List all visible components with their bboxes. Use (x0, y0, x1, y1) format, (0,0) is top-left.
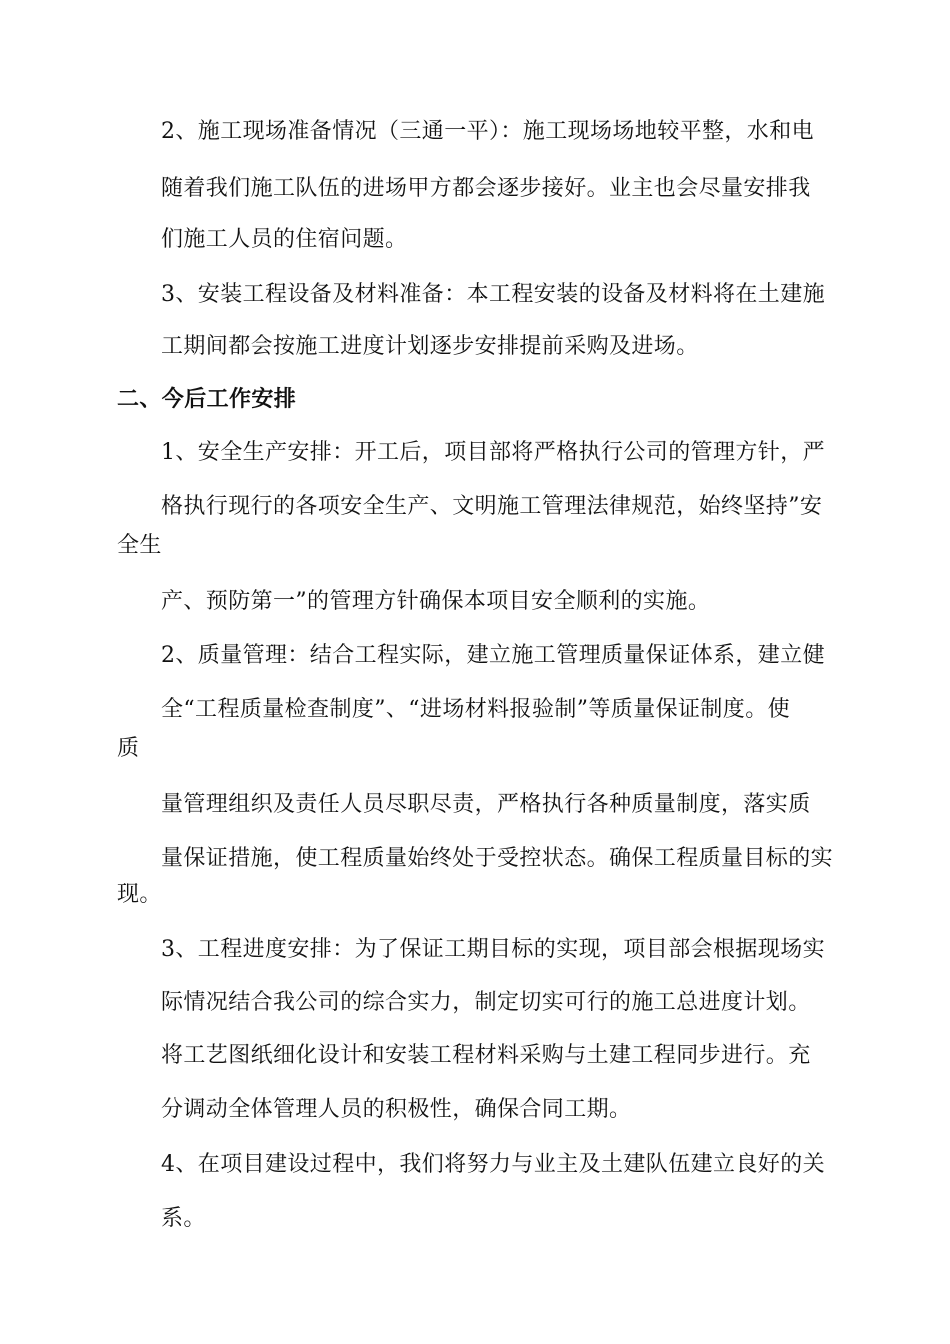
paragraph-line: 际情况结合我公司的综合实力，制定切实可行的施工总进度计划。 (161, 990, 811, 1015)
paragraph-line: 全“工程质量检查制度”、“进场材料报验制”等质量保证制度。使 (161, 697, 790, 722)
paragraph-line: 2、施工现场准备情况（三通一平）：施工现场场地较平整，水和电 (161, 119, 814, 144)
paragraph-line: 量管理组织及责任人员尽职尽责，严格执行各种质量制度，落实质 (161, 792, 811, 817)
paragraph-line: 全生 (117, 533, 162, 558)
paragraph-line: 将工艺图纸细化设计和安装工程材料采购与土建工程同步进行。充 (161, 1043, 811, 1068)
paragraph-line: 2、质量管理：结合工程实际，建立施工管理质量保证体系，建立健 (161, 643, 825, 668)
paragraph-line: 3、安装工程设备及材料准备：本工程安装的设备及材料将在土建施 (161, 282, 825, 307)
paragraph-line: 量保证措施，使工程质量始终处于受控状态。确保工程质量目标的实 (161, 846, 834, 871)
paragraph-line: 质 (117, 736, 140, 761)
paragraph-line: 们施工人员的住宿问题。 (161, 227, 408, 252)
paragraph-line: 4、在项目建设过程中，我们将努力与业主及土建队伍建立良好的关 (161, 1152, 825, 1177)
paragraph-line: 产、预防第一”的管理方针确保本项目安全顺利的实施。 (161, 589, 711, 614)
paragraph-line: 格执行现行的各项安全生产、文明施工管理法律规范，始终坚持”安 (161, 494, 823, 519)
section-heading: 二、今后工作安排 (117, 387, 297, 412)
paragraph-line: 随着我们施工队伍的进场甲方都会逐步接好。业主也会尽量安排我 (161, 176, 811, 201)
paragraph-line: 系。 (161, 1206, 206, 1231)
paragraph-line: 1、安全生产安排：开工后，项目部将严格执行公司的管理方针，严 (161, 440, 825, 465)
paragraph-line: 工期间都会按施工进度计划逐步安排提前采购及进场。 (161, 334, 699, 359)
paragraph-line: 分调动全体管理人员的积极性，确保合同工期。 (161, 1097, 632, 1122)
paragraph-line: 现。 (117, 882, 162, 907)
paragraph-line: 3、工程进度安排：为了保证工期目标的实现，项目部会根据现场实 (161, 937, 825, 962)
